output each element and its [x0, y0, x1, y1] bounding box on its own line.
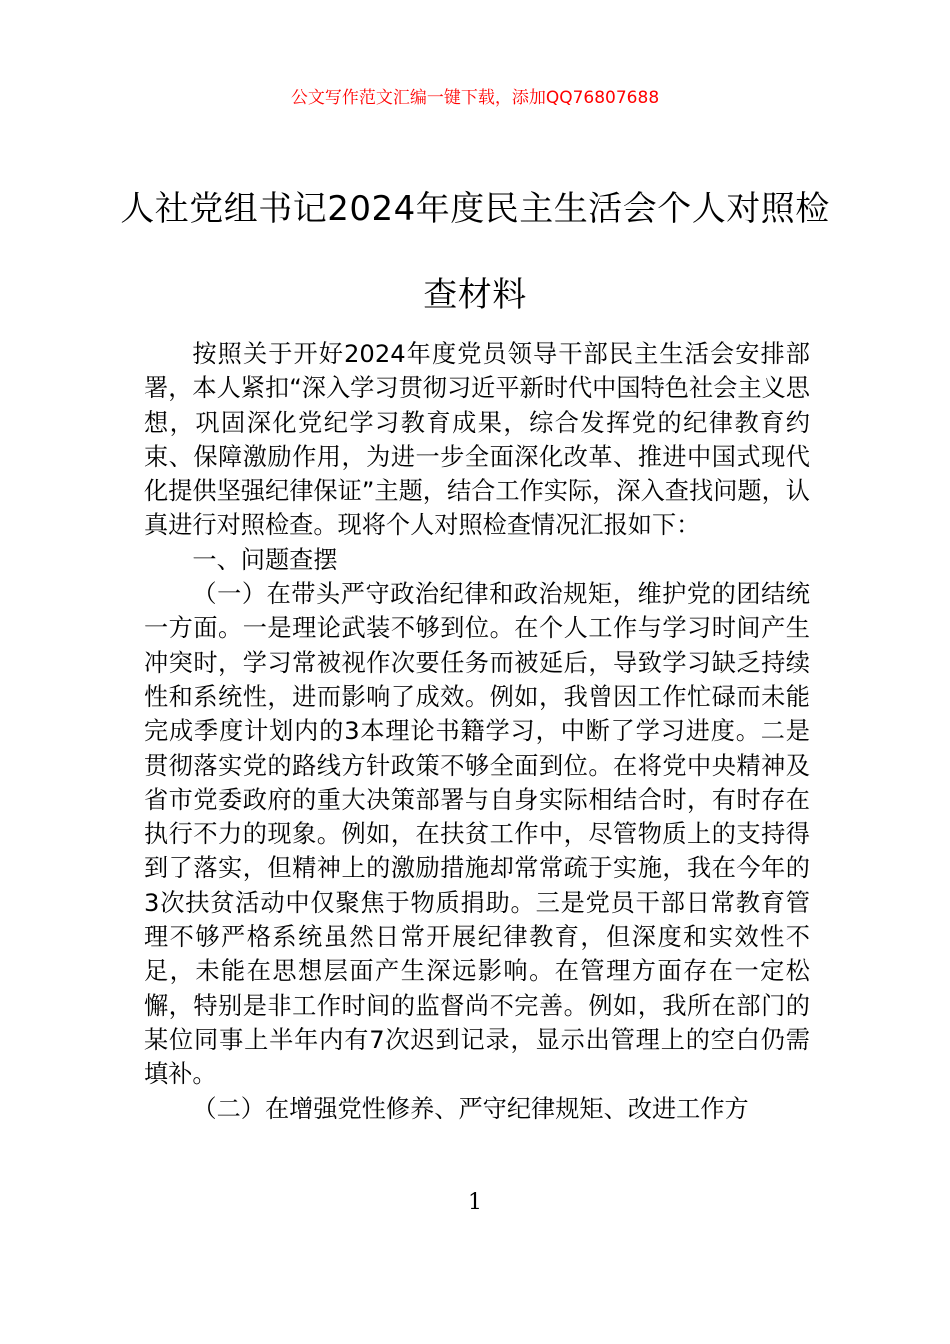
document-body — [144, 337, 810, 1126]
page-number: 1 — [468, 1190, 482, 1215]
paragraph-section-one: （一）在带头严守政治纪律和政治规矩，维护党的团结统一方面。一是理论武装不够到位。在个人工作与学习时间产生冲突时，学习常被视作次要任务而被延后，导致学习缺乏持续性和系统性，进而影响了成效。例如，我曾因工作忙碌而未能完成季度计划内的3本理论书籍学习，中断了学习进度。二是贯彻落实党的路线方针政策不够全面到位。在将党中央精神及省市党委政府的重大决策部署与自身实际相结合时，有时存在执行不力的现象。例如，在扶贫工作中，尽管物质上的支持得到了落实，但精神上的激励措施却常常疏于实施，我在今年的3次扶贫活动中仅聚焦于物质捐助。三是党员干部日常教育管理不够严格系统虽然日常开展纪律教育，但深度和实效性不足，未能在思想层面产生深远影响。在管理方面存在一定松懈，特别是非工作时间的监督尚不完善。例如，我所在部门的某位同事上半年内有7次迟到记录，显示出管理上的空白仍需填补。 — [144, 580, 810, 1089]
section-heading-problems: 一、问题查摆 — [192, 545, 338, 574]
paragraph-intro: 按照关于开好2024年度党员领导干部民主生活会安排部署，本人紧扣“深入学习贯彻习近平新时代中国特色社会主义思想，巩固深化党纪学习教育成果，综合发挥党的纪律教育约束、保障激励作用，为进一步全面深化改革、推进中国式现代化提供坚强纪律保证”主题，结合工作实际，深入查找问题，认真进行对照检查。现将个人对照检查情况汇报如下： — [144, 340, 810, 540]
document-title: 人社党组书记2024年度民主生活会个人对照检查材料 — [120, 189, 830, 315]
paragraph-section-two: （二）在增强党性修养、严守纪律规矩、改进工作方 — [192, 1094, 749, 1123]
download-promo-note: 公文写作范文汇编一键下载，添加QQ76807688 — [290, 88, 660, 108]
